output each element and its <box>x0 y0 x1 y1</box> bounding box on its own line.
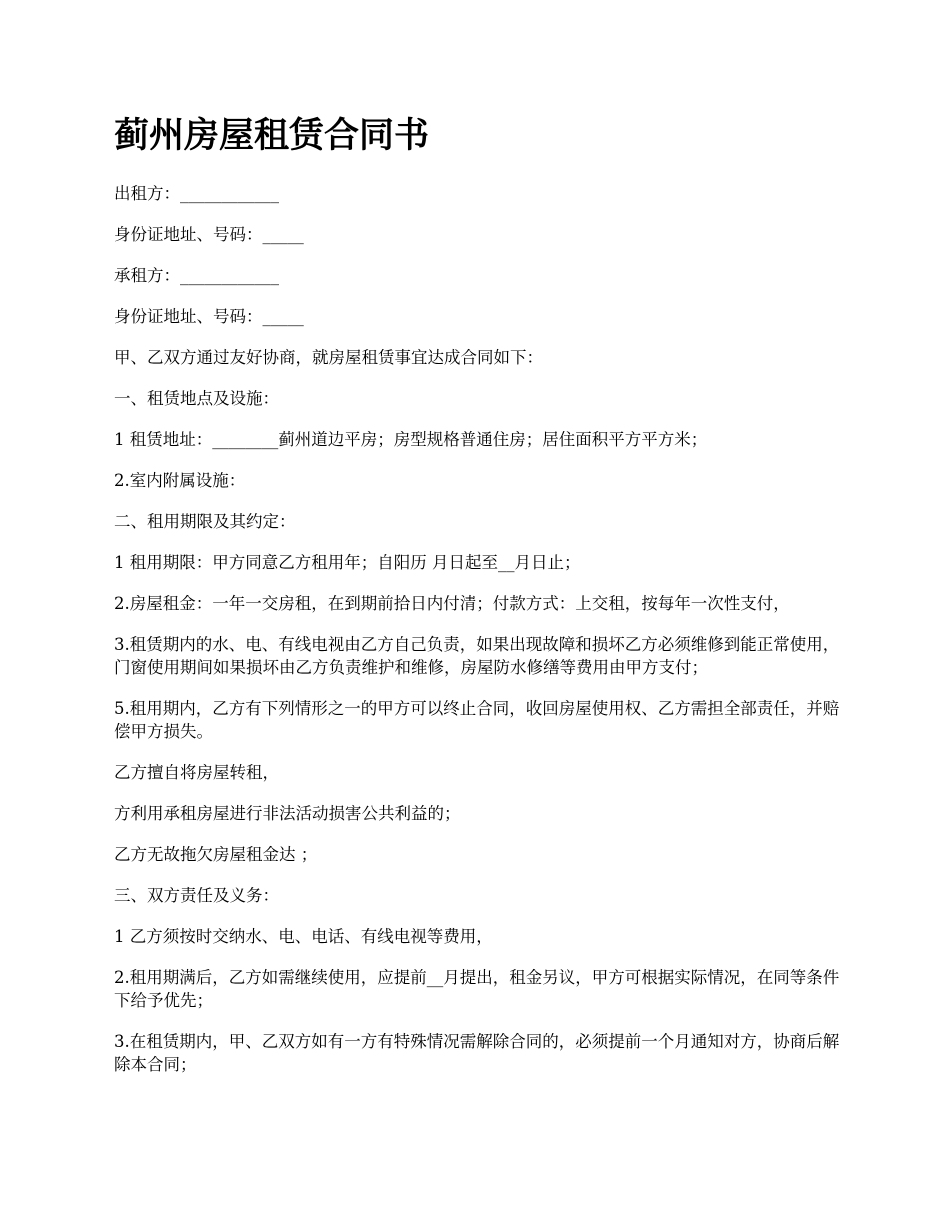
section-heading-term: 二、租用期限及其约定： <box>114 512 296 531</box>
paragraph-address: 1 租赁地址：________蓟州道边平房；房型规格普通住房；居住面积平方平方米； <box>114 430 708 449</box>
section-heading-duties: 三、双方责任及义务： <box>114 886 279 905</box>
paragraph-early-termination: 3.在租赁期内，甲、乙双方如有一方有特殊情况需解除合同的，必须提前一个月通知对方，协商后解除本合同； <box>114 1032 840 1074</box>
paragraph-facilities: 2.室内附属设施： <box>114 471 246 490</box>
paragraph-sublet: 乙方擅自将房屋转租， <box>114 763 279 782</box>
paragraph-arrears: 乙方无故拖欠房屋租金达 ； <box>114 845 318 864</box>
paragraph-lessor-id: 身份证地址、号码：_____ <box>114 225 304 244</box>
paragraph-rent: 2.房屋租金：一年一交房租，在到期前拾日内付清；付款方式：上交租，按每年一次性支付， <box>114 594 790 613</box>
paragraph-lessor: 出租方：____________ <box>114 184 279 203</box>
document-page <box>114 112 844 1094</box>
paragraph-termination: 5.租用期内，乙方有下列情形之一的甲方可以终止合同，收回房屋使用权、乙方需担全部责任，并赔偿甲方损失。 <box>114 699 840 741</box>
paragraph-lessee: 承租方：____________ <box>114 266 279 285</box>
paragraph-lessee-id: 身份证地址、号码：_____ <box>114 307 304 326</box>
paragraph-fees: 1 乙方须按时交纳水、电、电话、有线电视等费用， <box>114 927 493 946</box>
paragraph-preamble: 甲、乙双方通过友好协商，就房屋租赁事宜达成合同如下： <box>114 348 543 367</box>
document-title: 蓟州房屋租赁合同书 <box>114 115 430 156</box>
paragraph-illegal-use: 方利用承租房屋进行非法活动损害公共利益的； <box>114 804 461 823</box>
section-heading-location: 一、租赁地点及设施： <box>114 389 279 408</box>
paragraph-utilities: 3.租赁期内的水、电、有线电视由乙方自己负责，如果出现故障和损坏乙方必须维修到能正常使用，门窗使用期间如果损坏由乙方负责维护和维修，房屋防水修缮等费用由甲方支付； <box>114 635 840 677</box>
paragraph-term: 1 租用期限：甲方同意乙方租用年；自阳历 月日起至__月日止； <box>114 553 581 572</box>
paragraph-renewal: 2.租用期满后，乙方如需继续使用，应提前__月提出，租金另议，甲方可根据实际情况，在同等条件下给予优先； <box>114 968 840 1010</box>
